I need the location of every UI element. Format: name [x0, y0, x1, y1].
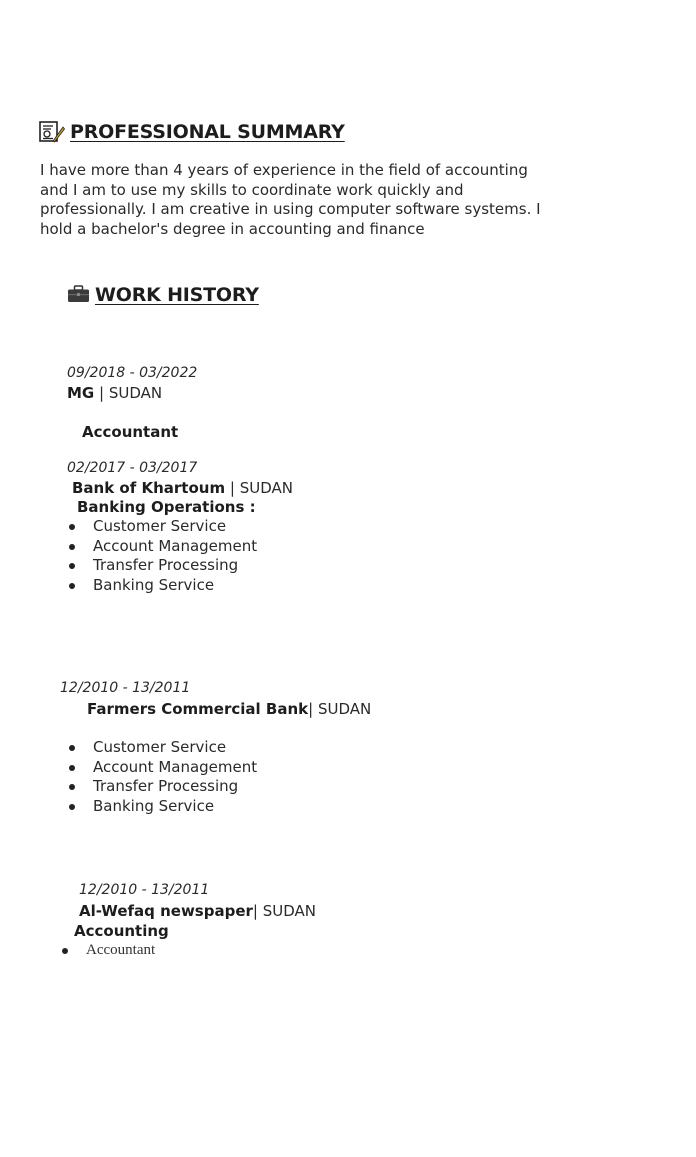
job-company-line — [72, 479, 293, 497]
job-dates: 12/2010 - 13/2011 — [79, 882, 210, 898]
list-item: Account Management — [66, 537, 257, 557]
job-company-line — [79, 902, 316, 920]
job-location: SUDAN — [317, 700, 372, 718]
job-separator: | — [94, 384, 109, 402]
list-item: Customer Service — [66, 517, 257, 537]
job-separator: | — [252, 902, 263, 920]
duty-list — [66, 738, 257, 816]
summary-line: professionally. I am creative in using computer software systems. I — [40, 200, 541, 218]
duty-list — [59, 941, 155, 961]
job-company: Al-Wefaq newspaper — [79, 902, 253, 920]
list-item: Account Management — [66, 758, 257, 778]
summary-line: and I am to use my skills to coordinate work quickly and — [40, 180, 464, 199]
job-title: Accounting — [74, 922, 169, 940]
list-item: Accountant — [59, 941, 155, 961]
summary-line: hold a bachelor's degree in accounting and finance — [40, 219, 425, 238]
job-location: SUDAN — [262, 902, 317, 920]
certificate-icon — [39, 121, 65, 143]
job-dates: 09/2018 - 03/2022 — [67, 365, 198, 381]
list-item: Banking Service — [66, 576, 257, 596]
job-company-line — [67, 384, 162, 402]
summary-line: I have more than 4 years of experience in the field of accounting — [40, 161, 528, 179]
job-title: Accountant — [82, 423, 179, 441]
job-dates: 02/2017 - 03/2017 — [67, 460, 198, 476]
duty-list — [66, 517, 257, 595]
work-history-heading: WORK HISTORY — [95, 284, 259, 306]
list-item: Customer Service — [66, 738, 257, 758]
summary-paragraph — [40, 161, 560, 239]
job-location: SUDAN — [239, 479, 293, 497]
job-company: Farmers Commercial Bank — [87, 700, 309, 718]
job-separator: | — [308, 700, 318, 718]
job-company-line — [87, 700, 371, 718]
briefcase-icon — [67, 285, 90, 303]
list-item: Transfer Processing — [66, 777, 257, 797]
list-item: Transfer Processing — [66, 556, 257, 576]
list-item: Banking Service — [66, 797, 257, 817]
job-company: MG — [67, 384, 95, 402]
job-title: Banking Operations : — [77, 498, 256, 516]
summary-heading: PROFESSIONAL SUMMARY — [70, 121, 345, 143]
job-company: Bank of Khartoum — [72, 479, 226, 497]
job-separator: | — [225, 479, 240, 497]
job-location: SUDAN — [108, 384, 163, 402]
job-dates: 12/2010 - 13/2011 — [60, 680, 191, 696]
